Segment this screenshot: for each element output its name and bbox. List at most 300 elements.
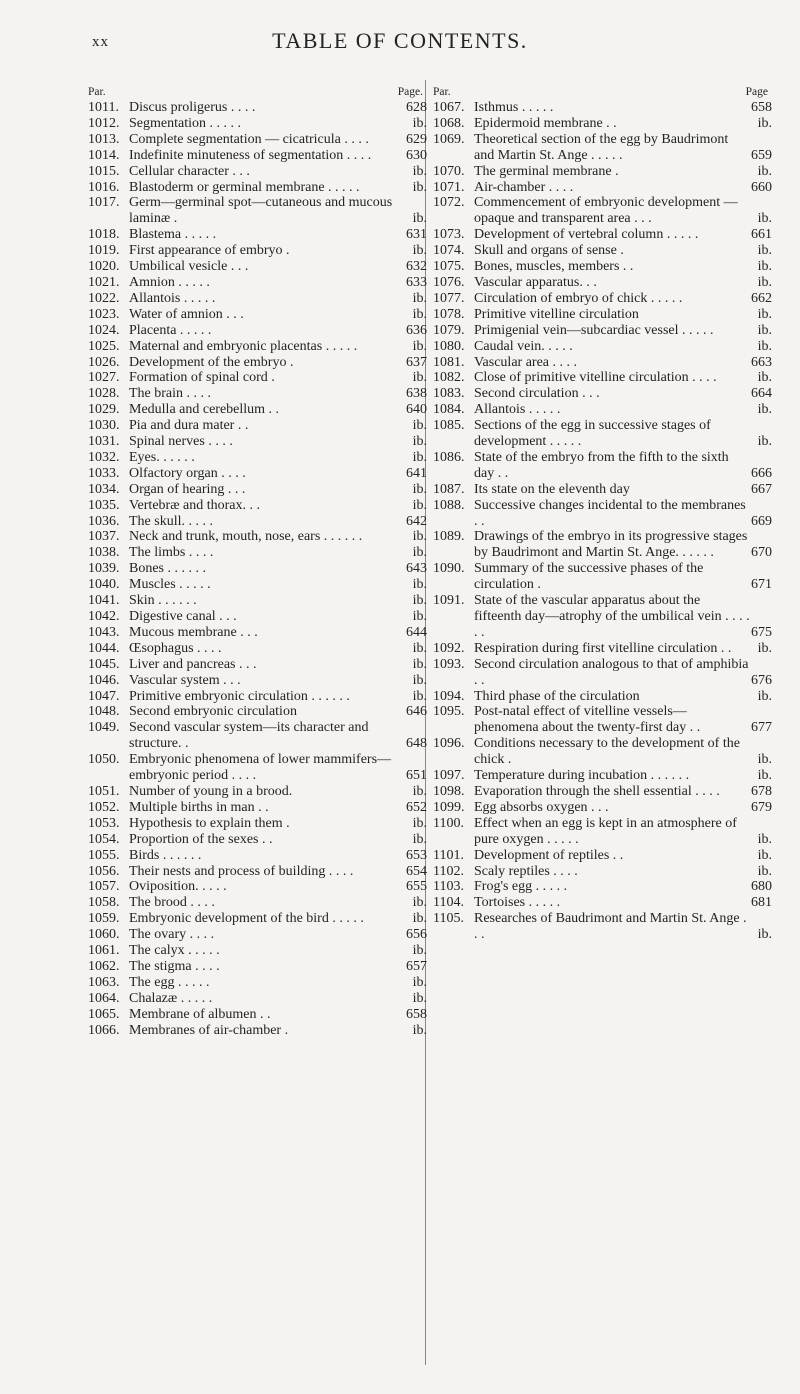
- page-reference: ib.: [412, 577, 427, 593]
- page-reference: ib.: [412, 418, 427, 434]
- entry-title: Development of reptiles . .: [474, 847, 624, 863]
- page-reference: 631: [406, 227, 427, 243]
- paragraph-number: 1019.: [88, 243, 120, 259]
- entry-title: Œsophagus . . . .: [129, 640, 222, 656]
- page-reference: ib.: [757, 688, 772, 704]
- paragraph-number: 1075.: [433, 259, 465, 275]
- page-reference: 680: [751, 879, 772, 895]
- toc-entry: [433, 784, 778, 800]
- paragraph-number: 1074.: [433, 243, 465, 259]
- par-heading: Par.: [433, 86, 451, 98]
- paragraph-number: 1046.: [88, 672, 120, 688]
- toc-entry: [88, 816, 433, 832]
- toc-entry: [88, 927, 433, 943]
- paragraph-number: 1081.: [433, 354, 465, 370]
- paragraph-number: 1018.: [88, 227, 120, 243]
- entry-title: Primitive embryonic circulation . . . . . .: [129, 688, 350, 704]
- page-reference: ib.: [412, 497, 427, 513]
- toc-entry: [433, 816, 778, 848]
- paragraph-number: 1102.: [433, 863, 464, 879]
- entry-title: Its state on the eleventh day: [474, 481, 630, 497]
- paragraph-number: 1027.: [88, 370, 120, 386]
- toc-entry: [433, 100, 778, 116]
- toc-entry: [88, 609, 433, 625]
- page-reference: 676: [751, 672, 772, 688]
- page-reference: 641: [406, 465, 427, 481]
- entry-title: Circulation of embryo of chick . . . . .: [474, 290, 683, 306]
- entry-title: Allantois . . . . .: [474, 402, 561, 418]
- page-reference: 654: [406, 863, 427, 879]
- paragraph-number: 1057.: [88, 879, 120, 895]
- page-reference: 677: [751, 720, 772, 736]
- page-reference: 632: [406, 259, 427, 275]
- paragraph-number: 1089.: [433, 529, 465, 545]
- page-reference: ib.: [412, 688, 427, 704]
- page-reference: 675: [751, 624, 772, 640]
- paragraph-number: 1067.: [433, 100, 465, 115]
- paragraph-number: 1045.: [88, 656, 120, 672]
- toc-entry: [433, 243, 778, 259]
- paragraph-number: 1070.: [433, 163, 465, 179]
- entry-title: Second embryonic circulation: [129, 704, 297, 720]
- entry-title: Egg absorbs oxygen . . .: [474, 799, 609, 815]
- contents-list: [433, 100, 778, 943]
- toc-entry: [88, 641, 433, 657]
- paragraph-number: 1020.: [88, 259, 120, 275]
- page-reference: 664: [751, 386, 772, 402]
- entry-title: Hypothesis to explain them .: [129, 815, 290, 831]
- page-reference: ib.: [412, 434, 427, 450]
- paragraph-number: 1029.: [88, 402, 120, 418]
- toc-entry: [88, 275, 433, 291]
- paragraph-number: 1100.: [433, 815, 464, 831]
- toc-entry: [88, 752, 433, 784]
- toc-entry: [433, 450, 778, 482]
- paragraph-number: 1017.: [88, 195, 120, 211]
- entry-title: Medulla and cerebellum . .: [129, 402, 280, 418]
- page-reference: ib.: [757, 211, 772, 227]
- paragraph-number: 1036.: [88, 513, 120, 529]
- paragraph-number: 1055.: [88, 847, 120, 863]
- toc-entry: [88, 895, 433, 911]
- contents-list: [88, 100, 433, 1038]
- page-reference: 642: [406, 513, 427, 529]
- entry-title: Effect when an egg is kept in an atmosphere of pure oxygen . . . . .: [474, 815, 737, 847]
- paragraph-number: 1015.: [88, 163, 120, 179]
- page-reference: ib.: [412, 115, 427, 131]
- toc-entry: [433, 704, 778, 736]
- paragraph-number: 1051.: [88, 783, 120, 799]
- entry-title: Skull and organs of sense .: [474, 243, 624, 259]
- paragraph-number: 1079.: [433, 322, 465, 338]
- entry-title: Discus proligerus . . . .: [129, 100, 256, 115]
- page-reference: 655: [406, 879, 427, 895]
- toc-entry: [88, 132, 433, 148]
- paragraph-number: 1035.: [88, 497, 120, 513]
- entry-title: Development of the embryo .: [129, 354, 294, 370]
- paragraph-number: 1023.: [88, 306, 120, 322]
- page-reference: ib.: [412, 163, 427, 179]
- paragraph-number: 1048.: [88, 704, 120, 720]
- paragraph-number: 1088.: [433, 497, 465, 513]
- page-reference: ib.: [412, 609, 427, 624]
- page-reference: 629: [406, 131, 427, 147]
- toc-entry: [88, 482, 433, 498]
- paragraph-number: 1064.: [88, 990, 120, 1006]
- toc-entry: [88, 832, 433, 848]
- page-reference: ib.: [412, 656, 427, 672]
- paragraph-number: 1047.: [88, 688, 120, 704]
- column-heading: [433, 85, 778, 100]
- toc-entry: [88, 1007, 433, 1023]
- entry-title: The brood . . . .: [129, 895, 215, 911]
- entry-title: Membranes of air-chamber .: [129, 1022, 289, 1038]
- page-reference: 643: [406, 561, 427, 577]
- toc-entry: [88, 545, 433, 561]
- paragraph-number: 1076.: [433, 274, 465, 290]
- toc-entry: [433, 768, 778, 784]
- page-reference: 648: [406, 736, 427, 752]
- page-reference: 628: [406, 100, 427, 115]
- entry-title: Scaly reptiles . . . .: [474, 863, 578, 879]
- entry-title: Indefinite minuteness of segmentation . . . .: [129, 147, 372, 163]
- entry-title: Bones, muscles, members . .: [474, 259, 634, 275]
- paragraph-number: 1086.: [433, 449, 465, 465]
- toc-entry: [433, 895, 778, 911]
- toc-entry: [433, 370, 778, 386]
- page-reference: 653: [406, 847, 427, 863]
- entry-title: Researches of Baudrimont and Martin St. Ange . . .: [474, 911, 747, 943]
- toc-entry: [88, 561, 433, 577]
- toc-entry: [433, 291, 778, 307]
- paragraph-number: 1104.: [433, 895, 464, 911]
- entry-title: State of the vascular apparatus about the fifteenth day—atrophy of the umbilical vein . . . . . .: [474, 593, 750, 640]
- page-reference: ib.: [757, 306, 772, 322]
- entry-title: Membrane of albumen . .: [129, 1006, 271, 1022]
- left-column: [88, 85, 433, 1038]
- paragraph-number: 1099.: [433, 799, 465, 815]
- page-reference: ib.: [757, 322, 772, 338]
- paragraph-number: 1022.: [88, 290, 120, 306]
- toc-entry: [88, 625, 433, 641]
- entry-title: Water of amnion . . .: [129, 306, 244, 322]
- toc-entry: [433, 164, 778, 180]
- entry-title: The brain . . . .: [129, 386, 212, 402]
- paragraph-number: 1063.: [88, 974, 120, 990]
- toc-entry: [88, 657, 433, 673]
- entry-title: Multiple births in man . .: [129, 799, 269, 815]
- page-reference: ib.: [412, 529, 427, 545]
- paragraph-number: 1068.: [433, 115, 465, 131]
- column-heading: [88, 85, 433, 100]
- entry-title: Spinal nerves . . . .: [129, 434, 233, 450]
- entry-title: Sections of the egg in successive stages of development . . . . .: [474, 418, 711, 450]
- toc-entry: [433, 864, 778, 880]
- paragraph-number: 1044.: [88, 640, 120, 656]
- paragraph-number: 1095.: [433, 704, 465, 720]
- entry-title: The germinal membrane .: [474, 163, 619, 179]
- entry-title: Complete segmentation — cicatricula . . . .: [129, 131, 369, 147]
- toc-entry: [88, 243, 433, 259]
- paragraph-number: 1094.: [433, 688, 465, 704]
- page-reference: 659: [751, 147, 772, 163]
- entry-title: Post-natal effect of vitelline vessels—phenomena about the twenty-first day . .: [474, 704, 701, 736]
- page-reference: ib.: [757, 752, 772, 768]
- entry-title: Chalazæ . . . . .: [129, 990, 213, 1006]
- toc-entry: [88, 704, 433, 720]
- paragraph-number: 1071.: [433, 179, 465, 195]
- toc-entry: [433, 911, 778, 943]
- toc-entry: [433, 736, 778, 768]
- paragraph-number: 1060.: [88, 927, 120, 943]
- paragraph-number: 1041.: [88, 593, 120, 609]
- paragraph-number: 1061.: [88, 943, 120, 959]
- toc-entry: [433, 132, 778, 164]
- paragraph-number: 1066.: [88, 1022, 120, 1038]
- page-reference: 666: [751, 465, 772, 481]
- page-reference: ib.: [757, 640, 772, 656]
- paragraph-number: 1059.: [88, 911, 120, 927]
- entry-title: Their nests and process of building . . . .: [129, 863, 354, 879]
- paragraph-number: 1040.: [88, 577, 120, 593]
- page-reference: 667: [751, 481, 772, 497]
- entry-title: Theoretical section of the egg by Baudrimont and Martin St. Ange . . . . .: [474, 131, 729, 163]
- toc-entry: [88, 466, 433, 482]
- page-reference: ib.: [412, 449, 427, 465]
- paragraph-number: 1016.: [88, 179, 120, 195]
- page-reference: ib.: [757, 768, 772, 784]
- toc-entry: [88, 593, 433, 609]
- page-reference: 630: [406, 147, 427, 163]
- paragraph-number: 1091.: [433, 593, 465, 609]
- entry-title: Vascular system . . .: [129, 672, 241, 688]
- entry-title: Allantois . . . . .: [129, 290, 216, 306]
- paragraph-number: 1030.: [88, 418, 120, 434]
- toc-entry: [88, 848, 433, 864]
- page-reference: ib.: [412, 672, 427, 688]
- page-reference: ib.: [412, 338, 427, 354]
- toc-entry: [433, 657, 778, 689]
- page-reference: ib.: [412, 545, 427, 561]
- page-reference: 636: [406, 322, 427, 338]
- toc-entry: [433, 498, 778, 530]
- entry-title: Olfactory organ . . . .: [129, 465, 246, 481]
- toc-entry: [88, 339, 433, 355]
- toc-entry: [433, 529, 778, 561]
- entry-title: Eyes. . . . . .: [129, 449, 195, 465]
- entry-title: Caudal vein. . . . .: [474, 338, 573, 354]
- entry-title: Organ of hearing . . .: [129, 481, 246, 497]
- paragraph-number: 1052.: [88, 799, 120, 815]
- page-reference: ib.: [757, 115, 772, 131]
- page-reference: 662: [751, 290, 772, 306]
- page-reference: 663: [751, 354, 772, 370]
- entry-title: Respiration during first vitelline circulation . .: [474, 640, 732, 656]
- toc-entry: [88, 434, 433, 450]
- toc-entry: [433, 275, 778, 291]
- entry-title: Bones . . . . . .: [129, 561, 206, 577]
- toc-entry: [88, 450, 433, 466]
- page-reference: ib.: [757, 831, 772, 847]
- toc-entry: [88, 673, 433, 689]
- toc-entry: [88, 689, 433, 705]
- page-reference: ib.: [757, 434, 772, 450]
- page-reference: ib.: [757, 163, 772, 179]
- page-reference: ib.: [412, 481, 427, 497]
- paragraph-number: 1024.: [88, 322, 120, 338]
- paragraph-number: 1014.: [88, 147, 120, 163]
- paragraph-number: 1087.: [433, 481, 465, 497]
- paragraph-number: 1032.: [88, 449, 120, 465]
- page-reference: ib.: [412, 783, 427, 799]
- paragraph-number: 1085.: [433, 418, 465, 434]
- page-number: xx: [92, 34, 109, 50]
- page-reference: ib.: [757, 847, 772, 863]
- toc-entry: [433, 227, 778, 243]
- paragraph-number: 1026.: [88, 354, 120, 370]
- entry-title: Mucous membrane . . .: [129, 624, 258, 640]
- entry-title: Successive changes incidental to the membranes . .: [474, 497, 746, 529]
- entry-title: Drawings of the embryo in its progressive stages by Baudrimont and Martin St. Ange. . . . . .: [474, 529, 748, 561]
- toc-entry: [433, 259, 778, 275]
- toc-entry: [88, 864, 433, 880]
- page-reference: ib.: [757, 274, 772, 290]
- toc-entry: [433, 879, 778, 895]
- paragraph-number: 1037.: [88, 529, 120, 545]
- page-reference: 656: [406, 927, 427, 943]
- entry-title: Air-chamber . . . .: [474, 179, 574, 195]
- toc-entry: [433, 195, 778, 227]
- paragraph-number: 1042.: [88, 609, 120, 624]
- entry-title: Pia and dura mater . .: [129, 418, 249, 434]
- paragraph-number: 1103.: [433, 879, 464, 895]
- entry-title: Third phase of the circulation: [474, 688, 640, 704]
- paragraph-number: 1038.: [88, 545, 120, 561]
- entry-title: Digestive canal . . .: [129, 609, 237, 624]
- entry-title: Second circulation analogous to that of amphibia . .: [474, 656, 749, 688]
- paragraph-number: 1090.: [433, 561, 465, 577]
- page-reference: 640: [406, 402, 427, 418]
- toc-entry: [88, 529, 433, 545]
- paragraph-number: 1096.: [433, 736, 465, 752]
- page-reference: ib.: [757, 243, 772, 259]
- entry-title: The stigma . . . .: [129, 958, 220, 974]
- entry-title: Umbilical vesicle . . .: [129, 259, 249, 275]
- paragraph-number: 1077.: [433, 290, 465, 306]
- paragraph-number: 1028.: [88, 386, 120, 402]
- paragraph-number: 1073.: [433, 227, 465, 243]
- entry-title: Tortoises . . . . .: [474, 895, 561, 911]
- entry-title: Temperature during incubation . . . . . .: [474, 768, 690, 784]
- paragraph-number: 1080.: [433, 338, 465, 354]
- entry-title: The calyx . . . . .: [129, 943, 220, 959]
- toc-entry: [88, 180, 433, 196]
- entry-title: Second circulation . . .: [474, 386, 600, 402]
- toc-entry: [88, 784, 433, 800]
- toc-entry: [433, 307, 778, 323]
- paragraph-number: 1058.: [88, 895, 120, 911]
- toc-entry: [88, 943, 433, 959]
- entry-title: Cellular character . . .: [129, 163, 250, 179]
- page-reference: ib.: [757, 927, 772, 943]
- page-reference: 637: [406, 354, 427, 370]
- page-reference: 651: [406, 768, 427, 784]
- entry-title: Blastema . . . . .: [129, 227, 217, 243]
- entry-title: The limbs . . . .: [129, 545, 214, 561]
- entry-title: Maternal and embryonic placentas . . . . .: [129, 338, 358, 354]
- toc-entry: [88, 355, 433, 371]
- paragraph-number: 1033.: [88, 465, 120, 481]
- page-reference: ib.: [412, 290, 427, 306]
- page-reference: 652: [406, 799, 427, 815]
- toc-entry: [88, 514, 433, 530]
- paragraph-number: 1097.: [433, 768, 465, 784]
- toc-entry: [433, 116, 778, 132]
- page-header: [0, 14, 800, 54]
- toc-entry: [433, 800, 778, 816]
- page-reference: 669: [751, 513, 772, 529]
- page-reference: ib.: [757, 402, 772, 418]
- entry-title: Conditions necessary to the development of the chick .: [474, 736, 740, 768]
- toc-entry: [433, 180, 778, 196]
- entry-title: Neck and trunk, mouth, nose, ears . . . . . .: [129, 529, 363, 545]
- toc-entry: [88, 323, 433, 339]
- toc-entry: [88, 879, 433, 895]
- toc-entry: [88, 402, 433, 418]
- paragraph-number: 1021.: [88, 274, 120, 290]
- page-reference: ib.: [757, 338, 772, 354]
- page-reference: ib.: [412, 211, 427, 227]
- page-reference: 646: [406, 704, 427, 720]
- entry-title: Germ—germinal spot—cutaneous and mucous laminæ .: [129, 195, 393, 227]
- paragraph-number: 1105.: [433, 911, 464, 927]
- entry-title: Commencement of embryonic development — opaque and transparent area . . .: [474, 195, 738, 227]
- page-reference: 661: [751, 227, 772, 243]
- toc-entry: [433, 689, 778, 705]
- paragraph-number: 1013.: [88, 131, 120, 147]
- paragraph-number: 1069.: [433, 131, 465, 147]
- entry-title: The skull. . . . .: [129, 513, 213, 529]
- right-column: [433, 85, 778, 943]
- entry-title: Primigenial vein—subcardiac vessel . . . . .: [474, 322, 714, 338]
- page-reference: ib.: [412, 179, 427, 195]
- paragraph-number: 1011.: [88, 100, 119, 115]
- entry-title: Muscles . . . . .: [129, 577, 211, 593]
- entry-title: Amnion . . . . .: [129, 274, 210, 290]
- toc-entry: [433, 593, 778, 641]
- page-reference: 638: [406, 386, 427, 402]
- page-reference: 678: [751, 783, 772, 799]
- paragraph-number: 1012.: [88, 115, 120, 131]
- paragraph-number: 1053.: [88, 815, 120, 831]
- entry-title: Epidermoid membrane . .: [474, 115, 617, 131]
- paragraph-number: 1065.: [88, 1006, 120, 1022]
- entry-title: Embryonic development of the bird . . . . .: [129, 911, 364, 927]
- toc-entry: [88, 259, 433, 275]
- entry-title: Frog's egg . . . . .: [474, 879, 568, 895]
- page-reference: ib.: [757, 259, 772, 275]
- toc-entry: [433, 482, 778, 498]
- toc-entry: [88, 116, 433, 132]
- toc-entry: [88, 418, 433, 434]
- page-reference: ib.: [412, 990, 427, 1006]
- page-reference: 633: [406, 274, 427, 290]
- entry-title: Placenta . . . . .: [129, 322, 212, 338]
- entry-title: Embryonic phenomena of lower mammifers—embryonic period . . . .: [129, 752, 392, 784]
- entry-title: Liver and pancreas . . .: [129, 656, 257, 672]
- entry-title: Segmentation . . . . .: [129, 115, 241, 131]
- toc-entry: [88, 227, 433, 243]
